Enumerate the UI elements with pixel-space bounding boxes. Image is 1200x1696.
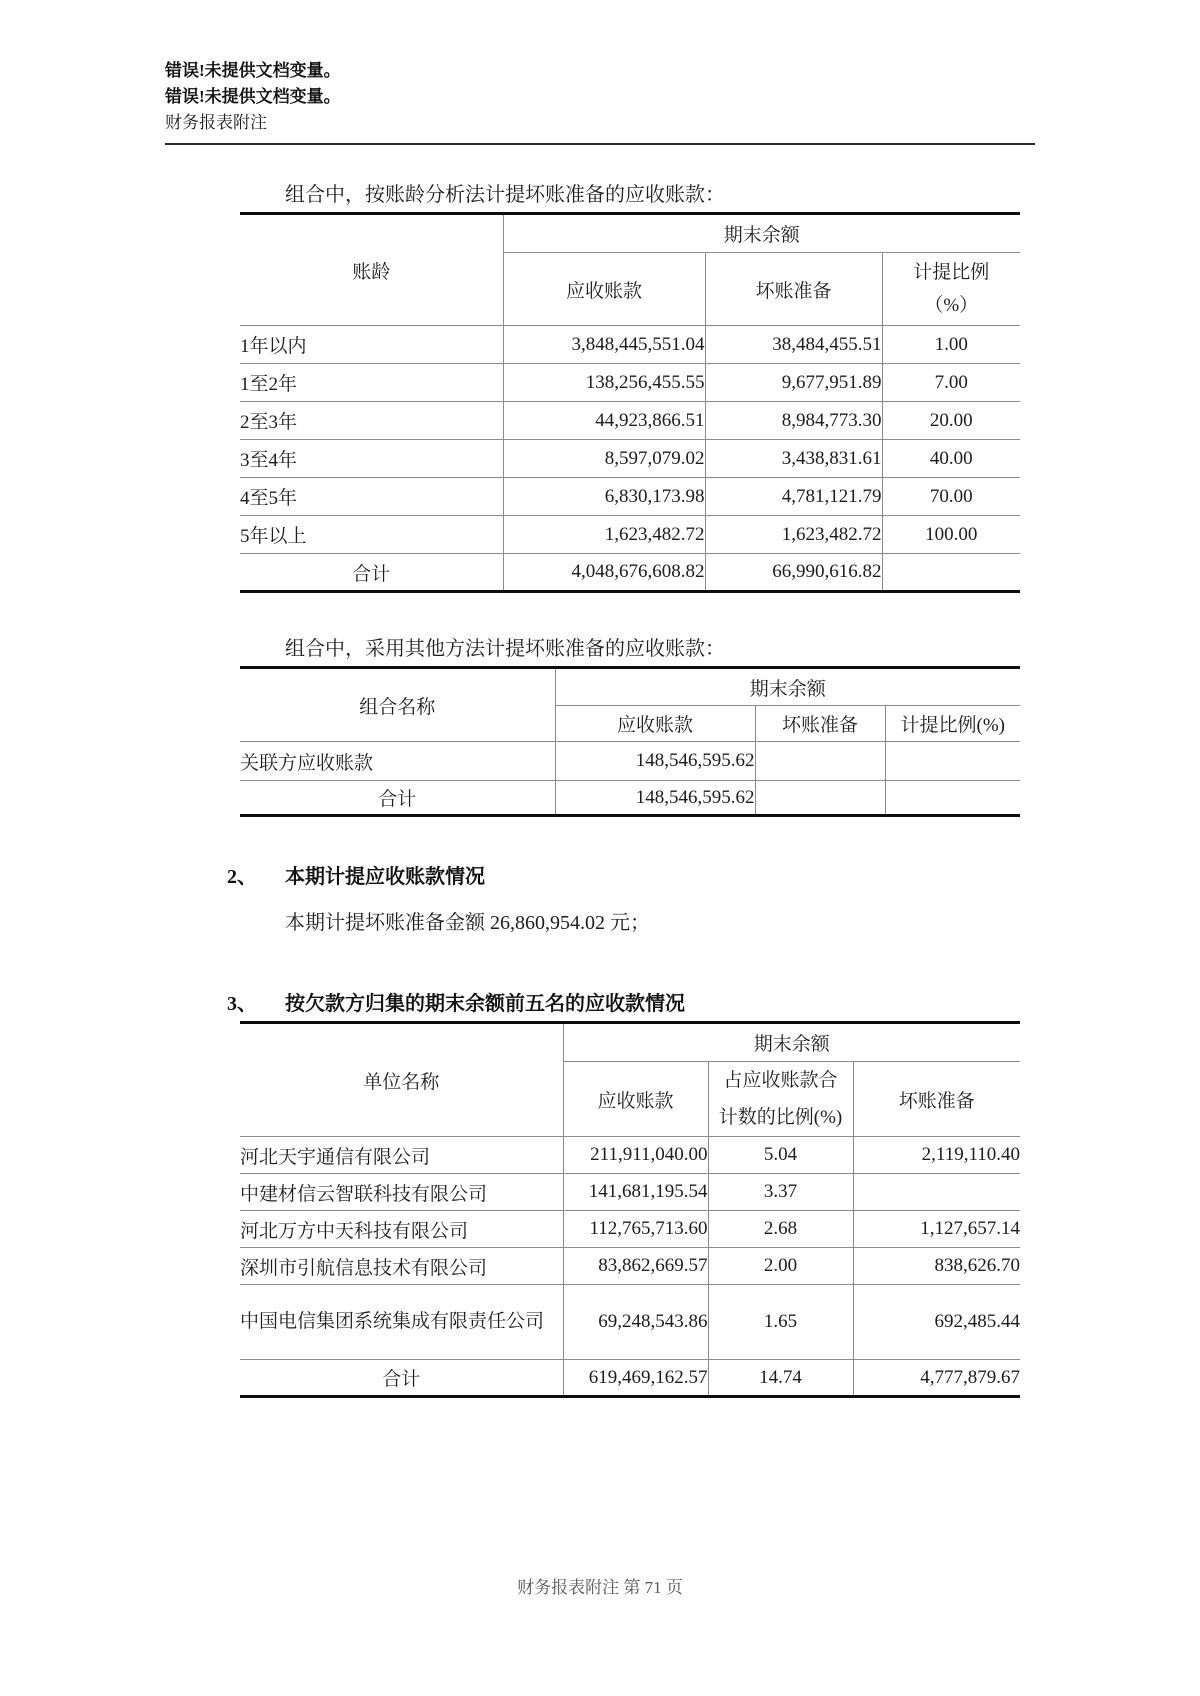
receivable-header-cell: 应收账款 — [555, 706, 755, 742]
ending-balance-group-header: 期末余额 — [555, 668, 1020, 706]
ratio-value-cell: 100.00 — [882, 516, 1020, 554]
table1-title: 组合中，按账龄分析法计提坏账准备的应收账款： — [285, 184, 725, 206]
aging-label-cell: 1年以内 — [240, 326, 503, 364]
ending-balance-group-header: 期末余额 — [563, 1023, 1020, 1062]
receivable-value-cell: 141,681,195.54 — [563, 1174, 708, 1211]
document-header — [165, 58, 1035, 145]
receivable-header-cell: 应收账款 — [503, 253, 705, 326]
bad-debt-total-cell: 66,990,616.82 — [705, 554, 882, 592]
receivable-value-cell: 3,848,445,551.04 — [503, 326, 705, 364]
company-name-cell: 中国电信集团系统集成有限责任公司 — [240, 1285, 563, 1360]
bad-debt-total-cell: 4,777,879.67 — [853, 1360, 1020, 1397]
section2-heading — [227, 865, 1035, 890]
table-row — [240, 1137, 1020, 1174]
total-label-cell: 合计 — [240, 554, 503, 592]
aging-label-cell: 5年以上 — [240, 516, 503, 554]
total-row — [240, 1360, 1020, 1397]
section2-title: 本期计提应收账款情况 — [285, 866, 485, 888]
receivable-total-cell: 4,048,676,608.82 — [503, 554, 705, 592]
table-row — [240, 742, 1020, 781]
receivable-value-cell: 8,597,079.02 — [503, 440, 705, 478]
section2-body: 本期计提坏账准备金额 26,860,954.02 元； — [285, 912, 650, 934]
header-doc-title: 财务报表附注 — [165, 113, 267, 132]
aging-header-cell: 账龄 — [240, 214, 503, 326]
header-error-line-1: 错误!未提供文档变量。 — [165, 61, 341, 80]
bad-debt-value-cell: 8,984,773.30 — [705, 402, 882, 440]
aging-label-cell: 1至2年 — [240, 364, 503, 402]
receivable-value-cell: 44,923,866.51 — [503, 402, 705, 440]
receivable-value-cell: 211,911,040.00 — [563, 1137, 708, 1174]
table-row — [240, 326, 1020, 364]
ratio-header-cell — [882, 253, 1020, 326]
company-name-cell: 河北万方中天科技有限公司 — [240, 1211, 563, 1248]
section3-number: 3、 — [227, 993, 257, 1015]
aging-label-cell: 4至5年 — [240, 478, 503, 516]
table-row — [240, 1248, 1020, 1285]
total-label-cell: 合计 — [240, 781, 555, 816]
table-row — [240, 1023, 1020, 1062]
section2-number: 2、 — [227, 866, 257, 888]
receivable-value-cell: 69,248,543.86 — [563, 1285, 708, 1360]
pct-value-cell: 1.65 — [708, 1285, 853, 1360]
section3-heading — [227, 992, 1035, 1017]
pct-header-line1: 占应收账款合 — [723, 1070, 838, 1091]
table-row — [240, 402, 1020, 440]
bad-debt-value-cell: 2,119,110.40 — [853, 1137, 1020, 1174]
table-row — [240, 1211, 1020, 1248]
pct-value-cell: 2.68 — [708, 1211, 853, 1248]
section3-title: 按欠款方归集的期末余额前五名的应收款情况 — [285, 993, 685, 1015]
table-row — [240, 668, 1020, 706]
table-row — [240, 440, 1020, 478]
bad-debt-total-cell — [755, 781, 885, 816]
pct-header-line2: 计数的比例(%) — [718, 1107, 843, 1128]
table-row — [240, 1285, 1020, 1360]
aging-analysis-table — [240, 212, 1020, 593]
company-name-cell: 中建材信云智联科技有限公司 — [240, 1174, 563, 1211]
ratio-total-cell — [882, 554, 1020, 592]
page-footer: 财务报表附注 第 71 页 — [517, 1578, 683, 1597]
receivable-value-cell: 1,623,482.72 — [503, 516, 705, 554]
bad-debt-value-cell: 4,781,121.79 — [705, 478, 882, 516]
bad-debt-value-cell: 38,484,455.51 — [705, 326, 882, 364]
ending-balance-group-header: 期末余额 — [503, 214, 1020, 253]
aging-label-cell: 3至4年 — [240, 440, 503, 478]
receivable-header-cell: 应收账款 — [563, 1062, 708, 1137]
pct-header-cell — [708, 1062, 853, 1137]
ratio-value-cell: 7.00 — [882, 364, 1020, 402]
bad-debt-header-cell: 坏账准备 — [853, 1062, 1020, 1137]
table-row — [240, 364, 1020, 402]
ratio-header-line2: （%） — [924, 295, 979, 316]
portfolio-name-header-cell: 组合名称 — [240, 668, 555, 742]
top-five-debtors-table — [240, 1021, 1020, 1398]
bad-debt-value-cell: 1,127,657.14 — [853, 1211, 1020, 1248]
total-label-cell: 合计 — [240, 1360, 563, 1397]
pct-total-cell: 14.74 — [708, 1360, 853, 1397]
bad-debt-value-cell — [853, 1174, 1020, 1211]
table-row — [240, 516, 1020, 554]
ratio-value-cell: 70.00 — [882, 478, 1020, 516]
bad-debt-header-cell: 坏账准备 — [755, 706, 885, 742]
unit-name-header-cell: 单位名称 — [240, 1023, 563, 1137]
table-row — [240, 478, 1020, 516]
ratio-header-cell: 计提比例(%) — [885, 706, 1020, 742]
ratio-value-cell: 20.00 — [882, 402, 1020, 440]
aging-label-cell: 2至3年 — [240, 402, 503, 440]
table-row — [240, 214, 1020, 253]
bad-debt-header-cell: 坏账准备 — [705, 253, 882, 326]
bad-debt-value-cell: 692,485.44 — [853, 1285, 1020, 1360]
portfolio-label-cell: 关联方应收账款 — [240, 742, 555, 781]
header-error-line-2: 错误!未提供文档变量。 — [165, 87, 341, 106]
receivable-value-cell: 112,765,713.60 — [563, 1211, 708, 1248]
receivable-value-cell: 83,862,669.57 — [563, 1248, 708, 1285]
receivable-value-cell: 138,256,455.55 — [503, 364, 705, 402]
receivable-total-cell: 148,546,595.62 — [555, 781, 755, 816]
other-method-table — [240, 666, 1020, 817]
bad-debt-value-cell: 1,623,482.72 — [705, 516, 882, 554]
table2-title: 组合中，采用其他方法计提坏账准备的应收账款： — [285, 638, 725, 660]
ratio-header-line1: 计提比例 — [913, 262, 990, 283]
ratio-value-cell — [885, 742, 1020, 781]
bad-debt-value-cell: 838,626.70 — [853, 1248, 1020, 1285]
receivable-value-cell: 148,546,595.62 — [555, 742, 755, 781]
bad-debt-value-cell — [755, 742, 885, 781]
bad-debt-value-cell: 3,438,831.61 — [705, 440, 882, 478]
company-name-cell: 河北天宇通信有限公司 — [240, 1137, 563, 1174]
receivable-value-cell: 6,830,173.98 — [503, 478, 705, 516]
total-row — [240, 781, 1020, 816]
ratio-value-cell: 1.00 — [882, 326, 1020, 364]
company-name-cell: 深圳市引航信息技术有限公司 — [240, 1248, 563, 1285]
pct-value-cell: 2.00 — [708, 1248, 853, 1285]
ratio-value-cell: 40.00 — [882, 440, 1020, 478]
bad-debt-value-cell: 9,677,951.89 — [705, 364, 882, 402]
total-row — [240, 554, 1020, 592]
table-row — [240, 1174, 1020, 1211]
ratio-total-cell — [885, 781, 1020, 816]
receivable-total-cell: 619,469,162.57 — [563, 1360, 708, 1397]
pct-value-cell: 3.37 — [708, 1174, 853, 1211]
pct-value-cell: 5.04 — [708, 1137, 853, 1174]
